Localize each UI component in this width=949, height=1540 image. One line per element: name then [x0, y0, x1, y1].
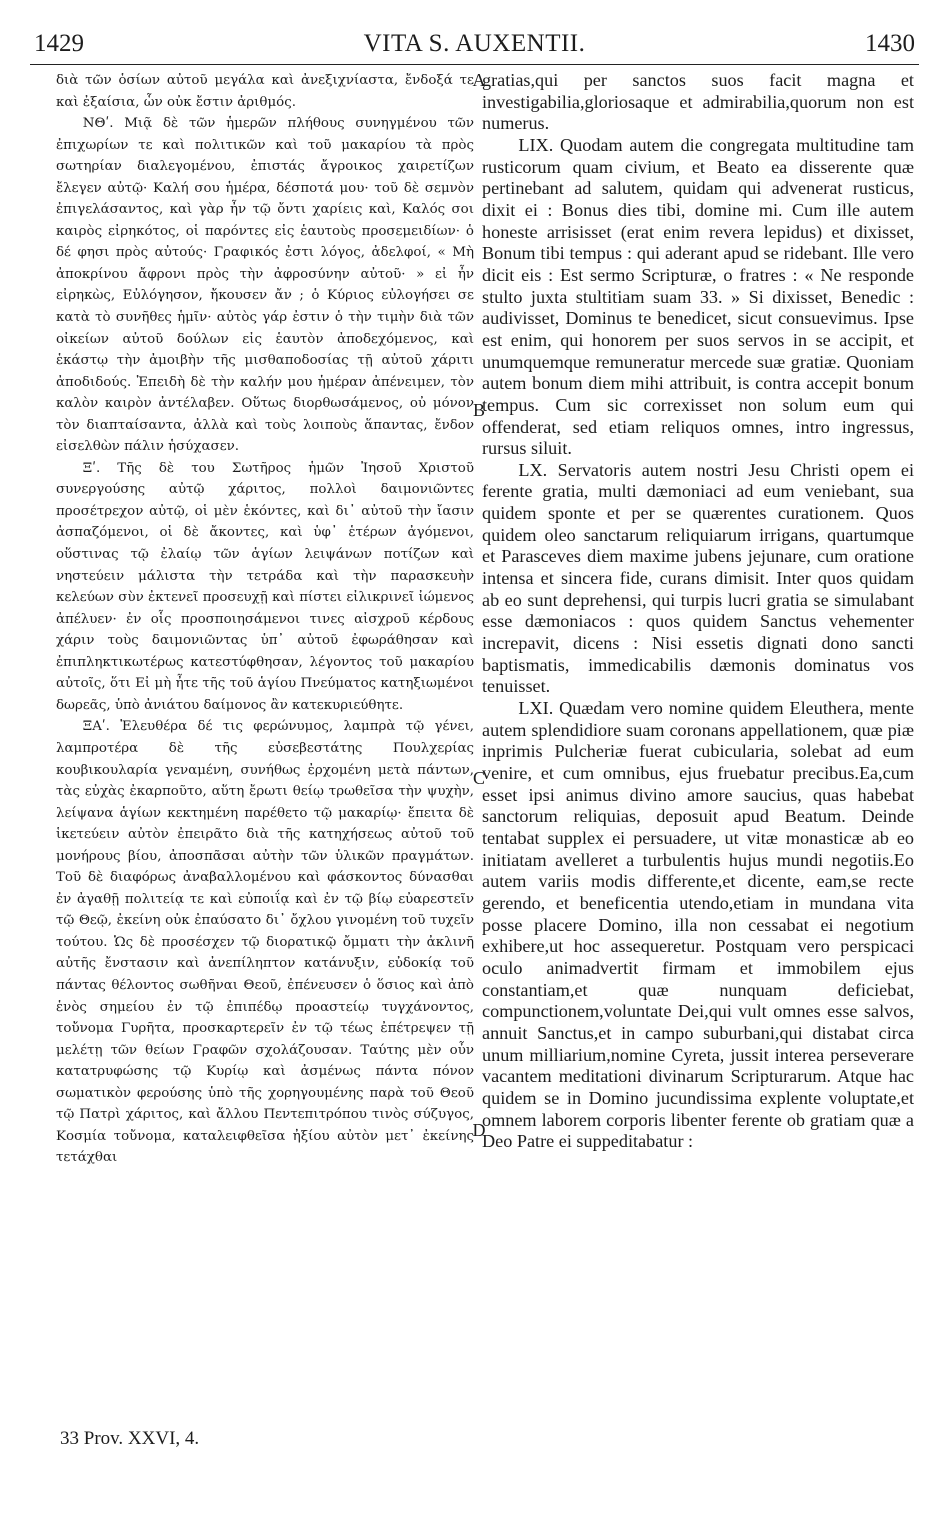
greek-column	[56, 70, 474, 1169]
margin-marker-d: D	[472, 1120, 486, 1140]
right-page-number: 1430	[865, 30, 915, 57]
greek-section-61: ΞΑʹ. Ἐλευθέρα δέ τις φερώνυμος, λαμπρὰ τῷ γένει, λαμπροτέρα δὲ τῆς εὐσεβεστάτης Πουλχερίας κουβικουλαρία γεναμένη, συνήθως ἐρχομένη μετὰ πάντων, τὰς εὐχὰς ἐκαρποῦτο, αὕτη ἔρωτι θείῳ τρωθεῖσα τὴν ψυχὴν, λείψανα ἁγίων κεκτημένη παρέθετο τῷ μακαρίῳ· ἔπειτα δὲ ἱκετεύειν αὐτὸν ἐπειρᾶτο διὰ τῆς κατηχήσεως αὐτοῦ τοῦ μονήρους βίου, ἀποσπᾶσαι αὐτὴν τῶν ὑλικῶν πραγμάτων. Τοῦ δὲ διαφόρως ἀναβαλλομένου καὶ φάσκοντος δύνασθαι ἐν ἀγαθῇ πολιτείᾳ τε καὶ εὐποιΐᾳ καὶ ἐν τῷ βίῳ εὐαρεστεῖν τῷ Θεῷ, ἐκείνη οὐκ ἐπαύσατο δι᾽ ὄχλου γινομένη τοῦ τυχεῖν τούτου. Ὡς δὲ προσέσχεν τῷ διορατικῷ ὄμματι τὴν ἀκλινῆ αὐτῆς ἔνστασιν καὶ ἀνεπίληπτον κατάνυξιν, εὐδοκίᾳ τοῦ πάντας θέλοντος σωθῆναι Θεοῦ, ἐπένευσεν ὁ ὅσιος καὶ ἀπὸ ἑνὸς σημείου ἐν τῷ ἐπιπέδῳ προαστείῳ τυγχάνοντος, τοὔνομα Γυρῆτα, προσκαρτερεῖν ἐν τῷ τέως ἐπέτρεψεν τῇ μελέτῃ τῶν θείων Γραφῶν σχολάζουσαν. Ταύτης μὲν οὖν κατατρυφώσης τῷ Κυρίῳ καὶ ἀσμένως πάντα πόνον σωματικὸν φερούσης ὑπὸ τῆς χορηγουμένης παρὰ τοῦ Θεοῦ τῷ Πατρὶ χάριτος, καὶ ἄλλου Πεντεπιτρόπου τινὸς σύζυγος, Κοσμία τοὔνομα, καταλειφθεῖσα ἠξίου αὐτὸν μετ᾽ ἐκείνης τετάχθαι	[56, 719, 474, 1166]
latin-section-61: LXI. Quædam vero nomine quidem Eleuthera, mente autem splendidiore suam coronans appellationem, quæ piæ inprimis Pulcheriæ fuerat cubicularia, solebat ad eum venire, et cum omnibus, ejus fruebatur precibus.Ea,cum esset ipsi animus divino amore saucius, quas habebat sanctorum reliquias, deposuit apud Beatum. Deinde tentabat supplex ei persuadere, ut vitæ monasticæ ab eo initiatam avelleret a turbulentis hujus mundi negotiis.Eo autem variis modis differente,et dicente, eam,se recte gerendo, et beneficentia utendo,etiam in mundana vita posse placere Domino, illa non cessabat ei negotium exhibere,ut hoc assequeretur. Postquam vero perspicaci oculo animadvertit firmam et immobilem ejus constantiam,et quæ nunquam deficiebat, compunctionem,voluntate Dei,qui vult omnes esse salvos, annuit Sanctus,et in campo suburbani,qui distabat circa unum milliarium,nomine Cyreta, jussit interea perseverare vacantem meditationi divinarum Scripturarum. Atque hac quidem se in Domino jucundissima explente voluptate,et omnem laborem corporis libenter ferente ob gratiam quæ a Deo Patre ei suppeditabatur :	[482, 698, 914, 1152]
latin-section-60: LX. Servatoris autem nostri Jesu Christi opem ei ferente gratia, multi dæmoniaci ad eum veniebant, sua quidem sponte et per se quærentes curationem. Quos quidem oleo sanctarum reliquiarum irrigans, quartumque et Parasceves diem maxime jubens jejunare, cum oratione intensa et sincera fide, curans dimisit. Inter quos quidam ab eo sunt deprehensi, qui turpis lucri gratia se simulabant esse dæmoniacos : quos quidem Sanctus vehementer increpavit, dicens : Nisi essetis dignati dono sancti baptismatis, immedicabilis dæmonis dominatus vos tenuisset.	[482, 459, 914, 697]
margin-marker-c: C	[472, 768, 485, 788]
latin-column	[482, 70, 914, 1153]
running-header	[30, 30, 919, 65]
greek-section-intro: διὰ τῶν ὁσίων αὐτοῦ μεγάλα καὶ ἀνεξιχνίαστα, ἔνδοξά τε καὶ ἐξαίσια, ὧν οὐκ ἔστιν ἀριθμός.	[56, 73, 474, 110]
greek-section-59: ΝΘʹ. Μιᾷ δὲ τῶν ἡμερῶν πλήθους συνηγμένου τῶν ἐπιχωρίων τε καὶ πολιτικῶν καὶ τοῦ μακαρίου τὰ πρὸς σωτηρίαν διαλεγομένου, ἐπιστάς ἄγροικος χαιρετίζων ἔλεγεν αὐτῷ· Καλή σου ἡμέρα, δέσποτά μου· τοῦ δὲ σεμνὸν ἐπιγελάσαντος, καὶ γὰρ ἦν τῷ ὄντι χαρίεις καὶ, Καλός σοι καιρὸς εἰρηκότος, οἱ παρόντες εἰς ἑαυτοὺς προσεμειδίων· ὁ δέ φησι πρὸς αὐτούς· Γραφικός ἐστι λόγος, ἀδελφοί, « Μὴ ἀποκρίνου ἄφρονι πρὸς τὴν ἀφροσύνην αὐτοῦ· » εἰ ἦν εἰρηκὼς, Εὐλόγησον, ἤκουσεν ἄν ; ὁ Κύριος εὐλογήσει σε κατὰ τὸ συνῆθες ἡμῖν· αὐτὸς γάρ ἐστιν ὁ τὴν τιμὴν διὰ τῶν οἰκείων αὐτοῦ δούλων εἰς ἑαυτὸν ἀποδεχόμενος, καὶ ἑκάστῳ τὴν ἀμοιβὴν τῆς μισθαποδοσίας τῇ αὐτοῦ χάριτι ἀποδιδούς. Ἐπειδὴ δὲ τὴν καλήν μου ἡμέραν ἀπένειμεν, τὸν καλὸν καιρὸν ἀντέλαβεν. Οὕτως διορθωσάμενος, οὐ μόνον τὸν διαπταίσαντα, ἀλλὰ καὶ τοὺς λοιποὺς ἅπαντας, ἔνδον εἰσελθὼν πάλιν ἡσύχασεν.	[56, 116, 474, 455]
latin-section-intro: gratias,qui per sanctos suos facit magna et investigabilia,gloriosaque et admirabilia,quorum non est numerus.	[482, 70, 914, 134]
margin-marker-b: B	[472, 400, 485, 420]
latin-section-59: LIX. Quodam autem die congregata multitudine tam rusticorum quam civium, et Beato ea disserente quæ pertinebant ad salutem, quidam qui advenerat rusticus, dixit ei : Bonus dies tibi, domine mi. Cum ille autem honeste arrisisset (erat enim revera lepidus) et dixisset, Bonum tibi tempus : qui aderant apud se ridebant. Ille vero dicit eis : Est sermo Scripturæ, o fratres : « Ne responde stulto juxta stultitiam suam 33. » Si dixisset, Benedic : audivisset, Dominus te benedicet, sicut consuevimus. Ipse est enim, qui honorem per suos servos in se accipit, et unumquemque remuneratur mercede suæ gratiæ. Quoniam autem bonum diem mihi attribuit, is contra accepit bonum tempus. Cum sic correxisset non solum eum qui offenderat, sed etiam reliquos omnes, intro ingressus, rursus siluit.	[482, 134, 914, 459]
left-page-number: 1429	[34, 30, 84, 57]
footnote: 33 Prov. XXVI, 4.	[60, 1428, 200, 1449]
margin-marker-a: A	[472, 70, 486, 90]
running-title: VITA S. AUXENTII.	[363, 30, 586, 57]
greek-section-60: Ξʹ. Τῆς δὲ του Σωτῆρος ἡμῶν Ἰησοῦ Χριστοῦ συνεργούσης αὐτῷ χάριτος, πολλοὶ δαιμονιῶντες προσέτρεχον αὐτῷ, οἱ μὲν ἑκόντες, καὶ δι᾽ αὐτοῦ τὴν ἴασιν ἀσπαζόμενοι, οἱ δὲ ἄκοντες, καὶ ὑφ᾽ ἑτέρων ἀγόμενοι, οὕστινας τῷ ἐλαίῳ τῶν ἁγίων λειψάνων ποτίζων καὶ νηστεύειν μάλιστα τὴν τετράδα καὶ τὴν παρασκευὴν κελεύων σὺν ἐκτενεῖ προσευχῇ καὶ πίστει εἰλικρινεῖ ἰώμενος ἀπέλυεν· ἐν οἷς προσποιησάμενοι τινες αἰσχροῦ κέρδους χάριν τοὺς δαιμονιῶντας ὑπ᾽ αὐτοῦ ἐφωράθησαν καὶ ἐπιπληκτικωτέρως κατεστύφθησαν, λέγοντος τοῦ μακαρίου αὐτοῖς, ὅτι Εἰ μὴ ἦτε τῆς τοῦ ἁγίου Πνεύματος κατηξιωμένοι δωρεᾶς, ὑπὸ ἀνιάτου δαίμονος ἂν κατεκυριεύθητε.	[56, 460, 474, 713]
